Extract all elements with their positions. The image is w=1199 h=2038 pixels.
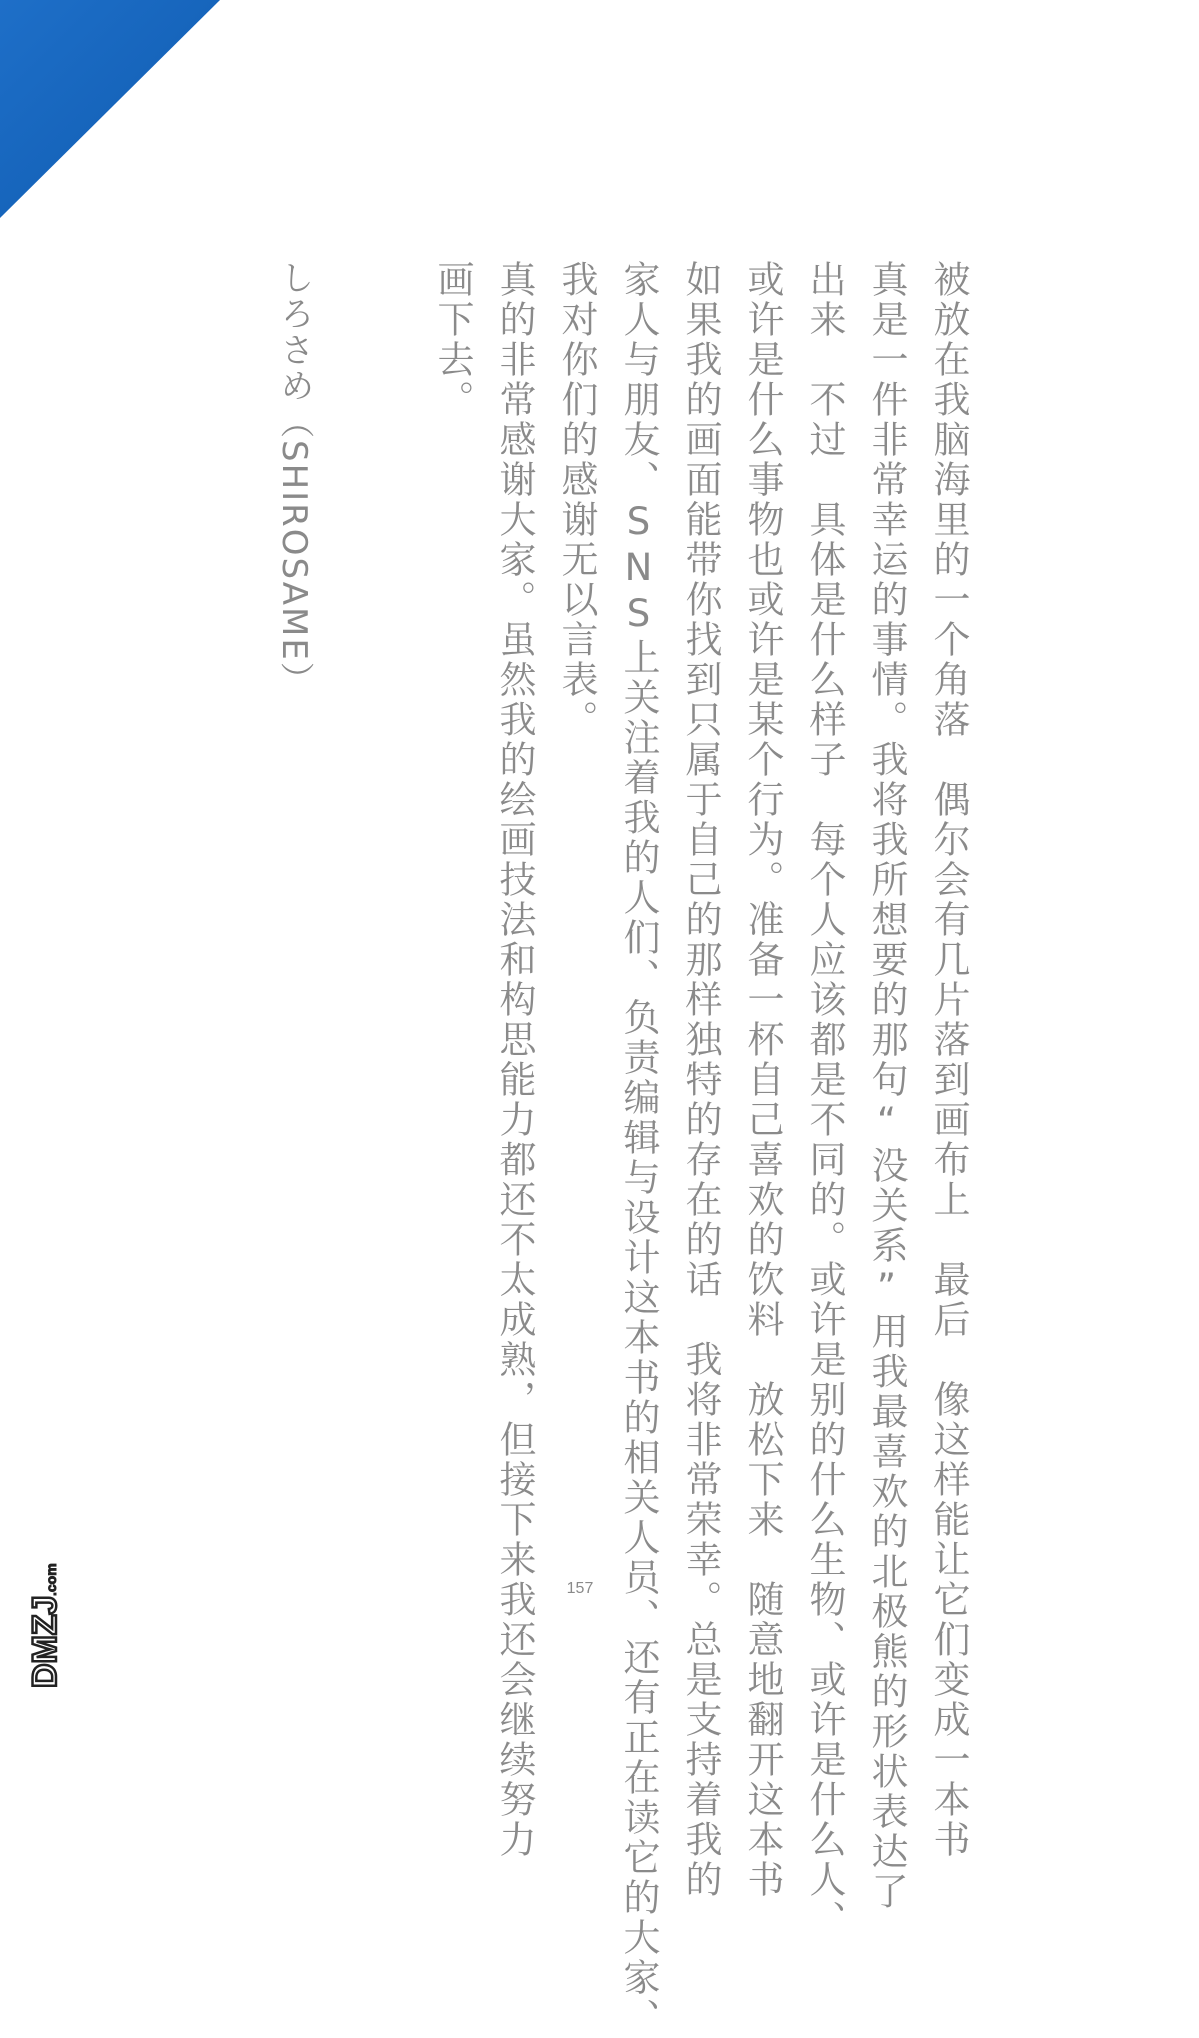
svg-text:.com: .com [43,1563,59,1596]
text-line: 真的非常感谢大家。虽然我的绘画技法和构思能力都还不太成熟，但接下来我还会继续努力 [493,260,536,1860]
text-line: 如果我的画面能带你找到只属于自己的那样独特的存在的话 我将非常荣幸。总是支持着我的 [679,260,722,1900]
svg-text:DMZJ: DMZJ [26,1595,64,1688]
text-line: 被放在我脑海里的一个角落 偶尔会有几片落到画布上 最后 像这样能让它们变成一本书 [927,260,970,1860]
blue-corner-decoration [0,0,240,240]
text-line: 出来 不过 具体是什么样子 每个人应该都是不同的。或许是别的什么生物、或许是什么人、 [803,260,846,1940]
text-line: 我对你们的感谢无以言表。 [555,260,598,740]
text-line: 或许是什么事物也或许是某个行为。准备一杯自己喜欢的饮料 放松下来 随意地翻开这本书 [741,260,784,1900]
text-line: 家人与朋友、SNS上关注着我的人们、负责编辑与设计这本书的相关人员、还有正在读它的大家、 [617,260,660,2038]
page-number: 157 [566,1580,594,1597]
watermark-logo [22,1530,64,1690]
author-signature: しろさめ（SHIROSAME） [274,260,314,698]
text-line: 画下去。 [431,260,474,420]
text-line: 真是一件非常幸运的事情。我将我所想要的那句“没关系”用我最喜欢的北极熊的形状表达了 [865,260,908,1912]
